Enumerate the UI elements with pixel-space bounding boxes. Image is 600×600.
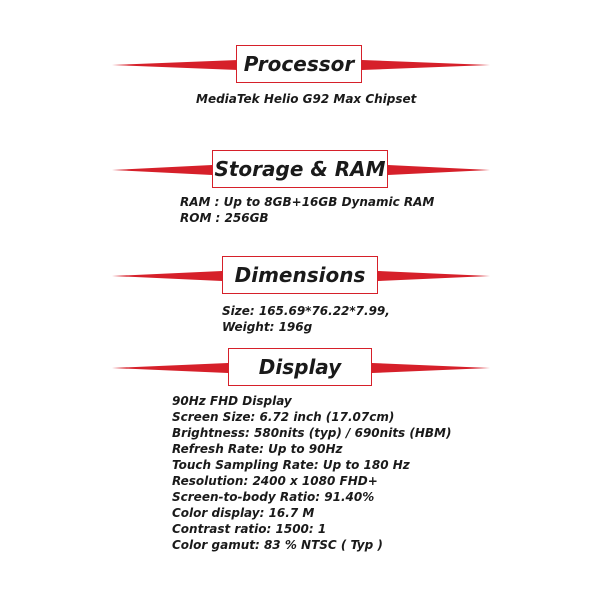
red-accent-line-left (112, 271, 222, 281)
spec-line: Touch Sampling Rate: Up to 180 Hz (172, 458, 410, 472)
spec-line: MediaTek Helio G92 Max Chipset (196, 92, 417, 106)
section-header (0, 256, 600, 296)
red-accent-line-right (372, 363, 490, 373)
spec-line: Color gamut: 83 % NTSC ( Typ ) (172, 538, 383, 552)
spec-line: Brightness: 580nits (typ) / 690nits (HBM) (172, 426, 452, 440)
spec-line: Screen Size: 6.72 inch (17.07cm) (172, 410, 395, 424)
spec-line: Size: 165.69*76.22*7.99, (222, 304, 390, 318)
spec-line: ROM : 256GB (180, 211, 269, 225)
section-body (172, 393, 451, 553)
section-body (180, 194, 434, 226)
red-accent-line-left (112, 60, 238, 70)
spec-line: Screen-to-body Ratio: 91.40% (172, 490, 375, 504)
section-body (196, 91, 416, 107)
spec-line: Refresh Rate: Up to 90Hz (172, 442, 343, 456)
section-body (222, 303, 390, 335)
red-accent-line-left (112, 363, 228, 373)
spec-line: Color display: 16.7 M (172, 506, 315, 520)
red-accent-line-right (378, 271, 490, 281)
section-title: Processor (236, 45, 362, 83)
red-accent-line-right (388, 165, 490, 175)
section-header (0, 348, 600, 388)
red-accent-line-left (112, 165, 212, 175)
spec-line: RAM : Up to 8GB+16GB Dynamic RAM (180, 195, 435, 209)
spec-line: Contrast ratio: 1500: 1 (172, 522, 327, 536)
spec-line: 90Hz FHD Display (172, 394, 292, 408)
spec-line: Weight: 196g (222, 320, 313, 334)
spec-line: Resolution: 2400 x 1080 FHD+ (172, 474, 378, 488)
section-header (0, 45, 600, 85)
section-title: Display (228, 348, 372, 386)
red-accent-line-right (362, 60, 490, 70)
section-header (0, 150, 600, 190)
section-title: Storage & RAM (212, 150, 388, 188)
section-title: Dimensions (222, 256, 378, 294)
